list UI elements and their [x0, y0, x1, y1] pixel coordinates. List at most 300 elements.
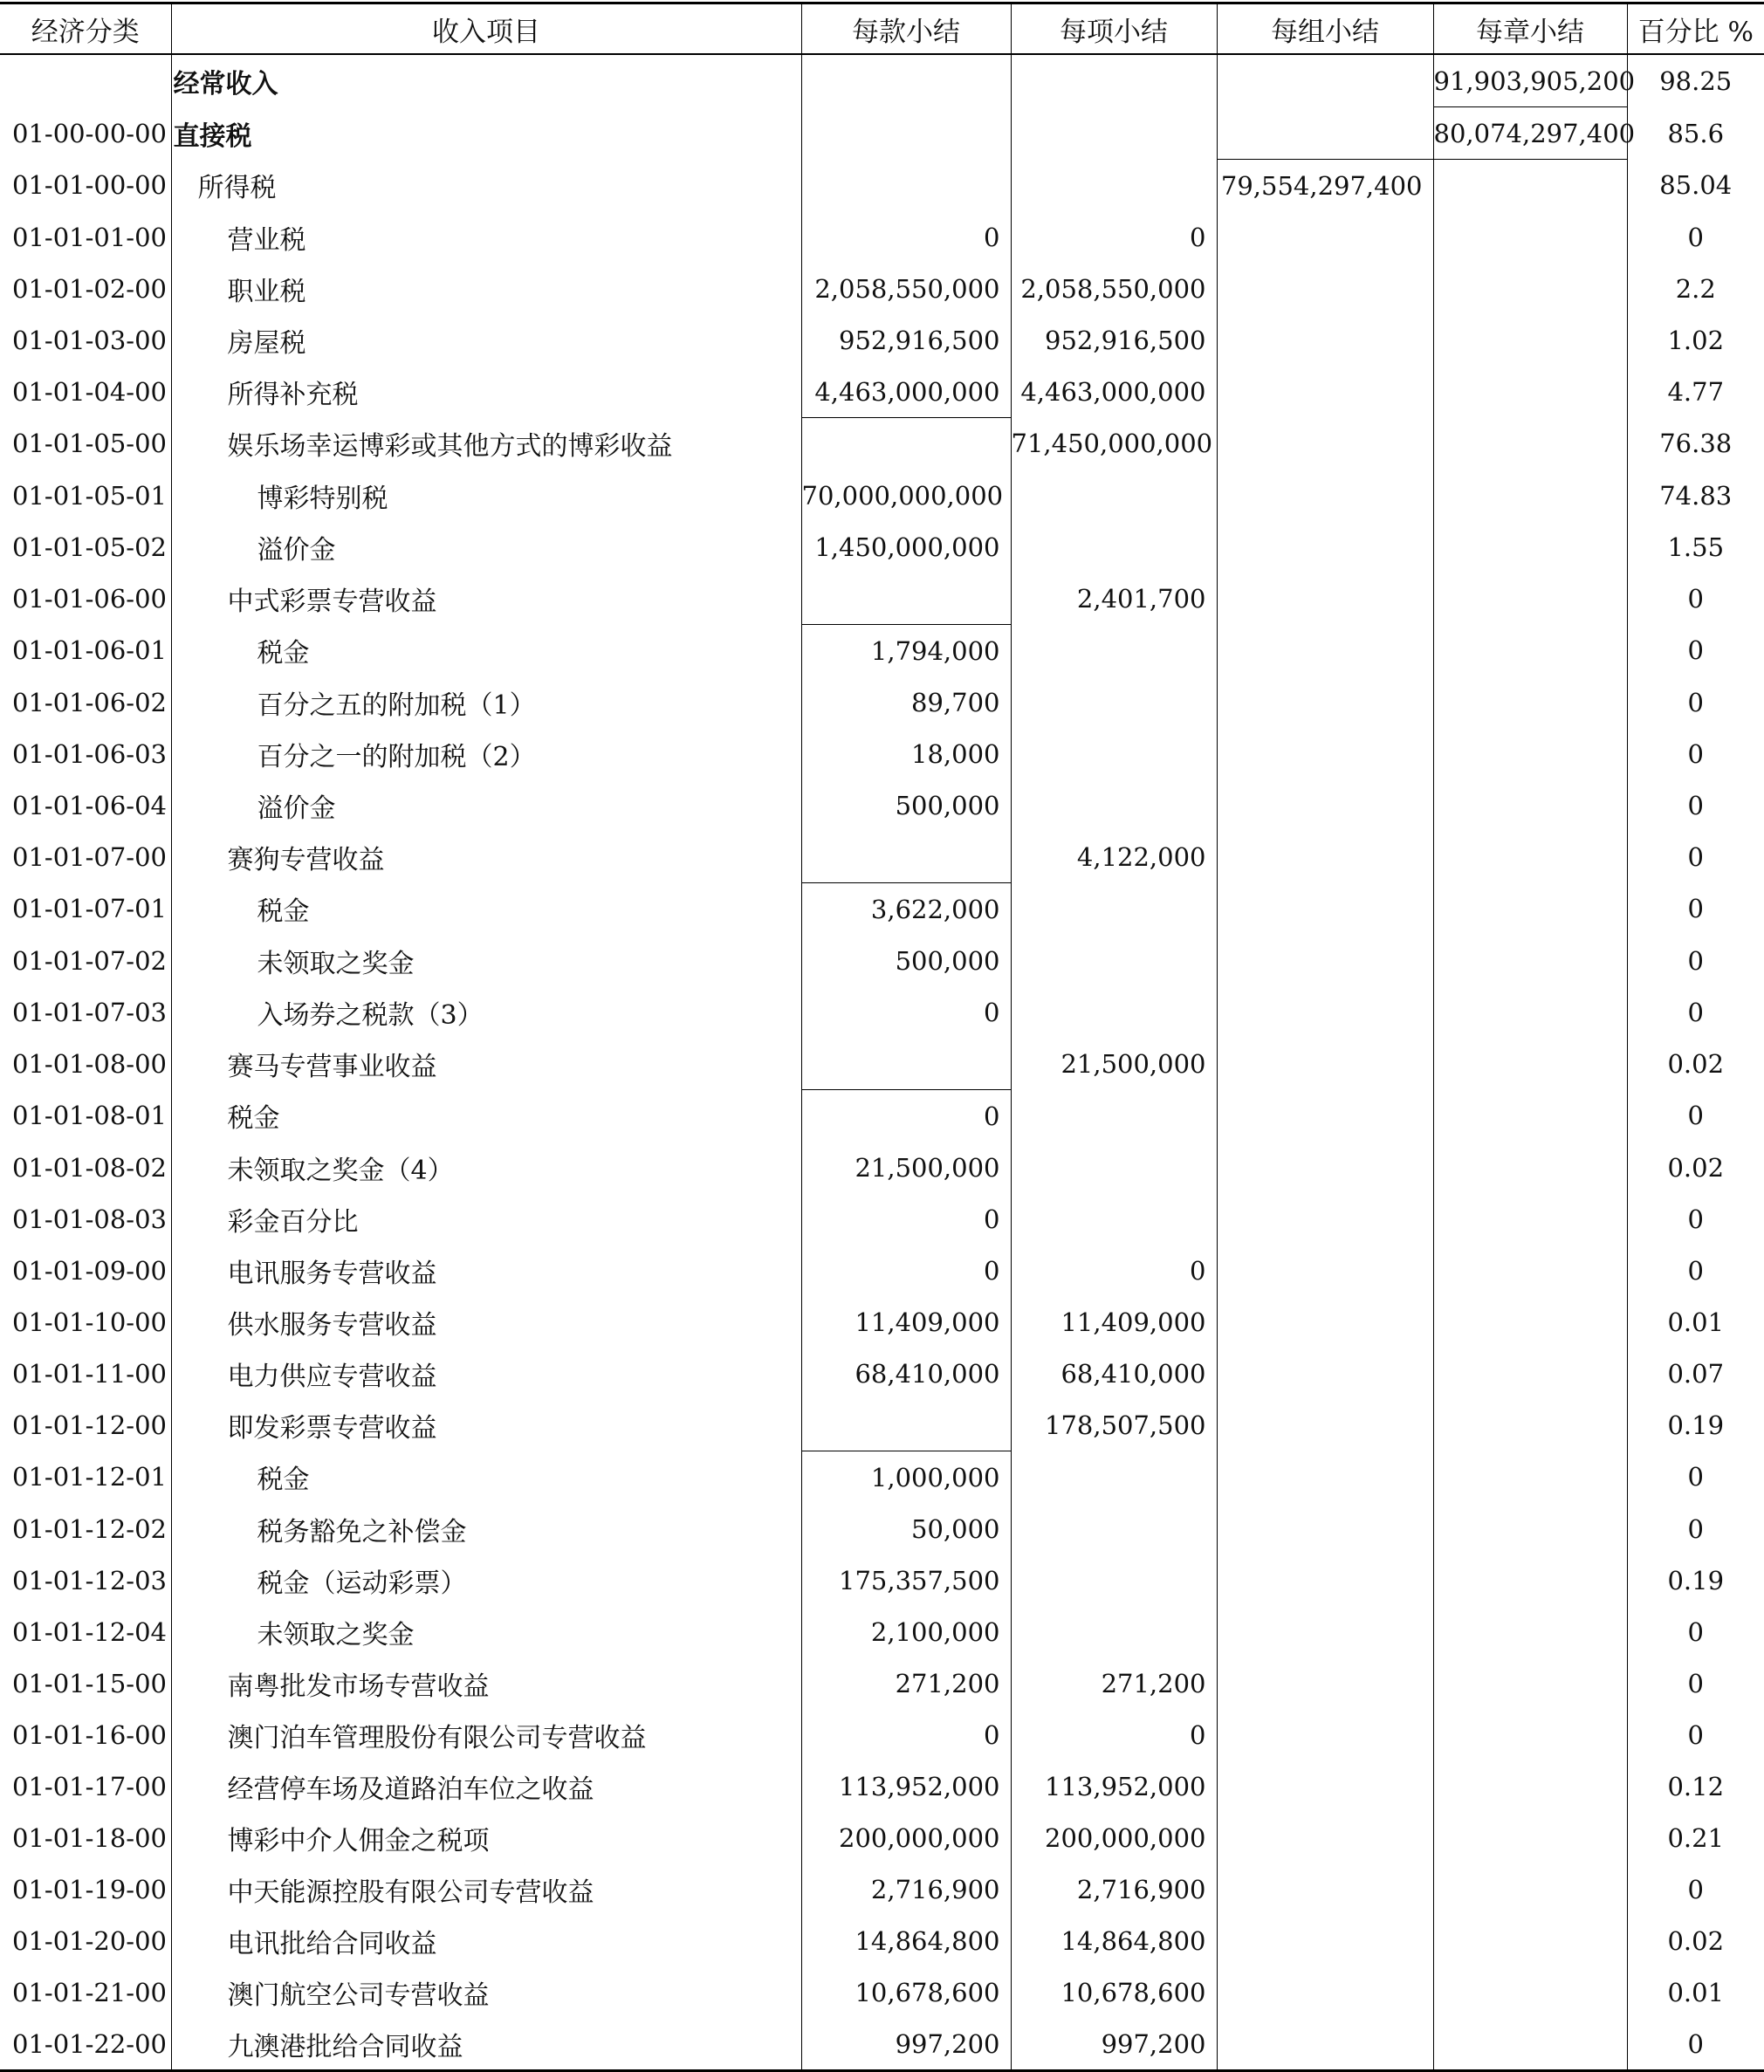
cell-group-subtotal [1217, 1606, 1433, 1657]
cell-item-name: 未领取之奖金（4） [171, 1142, 801, 1193]
cell-chapter-subtotal [1433, 1812, 1627, 1863]
cell-percentage: 0 [1627, 1451, 1764, 1504]
cell-percentage: 1.55 [1627, 521, 1764, 573]
cell-chapter-subtotal [1433, 1554, 1627, 1606]
cell-code: 01-01-03-00 [0, 314, 171, 366]
cell-percentage: 0.02 [1627, 1915, 1764, 1966]
cell-chapter-subtotal [1433, 935, 1627, 986]
cell-chapter-subtotal [1433, 1090, 1627, 1142]
table-body [0, 54, 1764, 2071]
cell-percentage: 0 [1627, 1193, 1764, 1245]
cell-group-subtotal [1217, 1709, 1433, 1760]
cell-chapter-subtotal [1433, 1451, 1627, 1504]
cell-item-name: 电讯批给合同收益 [171, 1915, 801, 1966]
table-row [0, 1657, 1764, 1709]
cell-item-subtotal: 0 [801, 211, 1011, 263]
cell-sub-subtotal [1011, 470, 1217, 521]
cell-item-name: 经营停车场及道路泊车位之收益 [171, 1760, 801, 1812]
cell-group-subtotal [1217, 418, 1433, 470]
cell-sub-subtotal [1011, 160, 1217, 212]
table-row [0, 1812, 1764, 1863]
cell-chapter-subtotal: 80,074,297,400 [1433, 107, 1627, 160]
cell-sub-subtotal: 2,716,900 [1011, 1863, 1217, 1915]
cell-sub-subtotal: 71,450,000,000 [1011, 418, 1217, 470]
cell-code: 01-01-05-01 [0, 470, 171, 521]
cell-chapter-subtotal [1433, 883, 1627, 936]
cell-percentage: 0.07 [1627, 1348, 1764, 1399]
cell-group-subtotal [1217, 107, 1433, 160]
table-row [0, 418, 1764, 470]
cell-code: 01-01-12-00 [0, 1399, 171, 1451]
cell-group-subtotal [1217, 1760, 1433, 1812]
cell-group-subtotal [1217, 779, 1433, 831]
table-row [0, 2018, 1764, 2071]
cell-group-subtotal [1217, 263, 1433, 314]
cell-group-subtotal [1217, 521, 1433, 573]
cell-code: 01-01-06-02 [0, 676, 171, 728]
cell-chapter-subtotal [1433, 728, 1627, 779]
cell-item-name: 营业税 [171, 211, 801, 263]
cell-code: 01-00-00-00 [0, 107, 171, 160]
cell-item-name: 九澳港批给合同收益 [171, 2018, 801, 2071]
cell-percentage: 2.2 [1627, 263, 1764, 314]
cell-item-name: 澳门航空公司专营收益 [171, 1966, 801, 2018]
cell-percentage: 1.02 [1627, 314, 1764, 366]
cell-item-subtotal: 10,678,600 [801, 1966, 1011, 2018]
cell-item-subtotal [801, 831, 1011, 883]
cell-chapter-subtotal [1433, 1503, 1627, 1554]
cell-sub-subtotal [1011, 935, 1217, 986]
cell-sub-subtotal: 0 [1011, 1709, 1217, 1760]
cell-group-subtotal [1217, 54, 1433, 107]
cell-code: 01-01-12-03 [0, 1554, 171, 1606]
cell-code: 01-01-05-02 [0, 521, 171, 573]
cell-item-subtotal: 0 [801, 1090, 1011, 1142]
cell-percentage: 0.02 [1627, 1142, 1764, 1193]
cell-code: 01-01-08-03 [0, 1193, 171, 1245]
cell-chapter-subtotal [1433, 314, 1627, 366]
cell-sub-subtotal: 0 [1011, 1245, 1217, 1296]
cell-chapter-subtotal [1433, 160, 1627, 212]
cell-item-name: 税金 [171, 1090, 801, 1142]
cell-chapter-subtotal [1433, 521, 1627, 573]
cell-group-subtotal [1217, 1503, 1433, 1554]
cell-group-subtotal [1217, 986, 1433, 1038]
table-row [0, 1038, 1764, 1090]
cell-chapter-subtotal [1433, 1142, 1627, 1193]
cell-group-subtotal [1217, 1863, 1433, 1915]
cell-group-subtotal [1217, 211, 1433, 263]
cell-chapter-subtotal [1433, 573, 1627, 625]
cell-code: 01-01-11-00 [0, 1348, 171, 1399]
cell-percentage: 85.6 [1627, 107, 1764, 160]
cell-item-name: 博彩中介人佣金之税项 [171, 1812, 801, 1863]
header-percentage: 百分比 % [1627, 3, 1764, 55]
cell-code: 01-01-06-00 [0, 573, 171, 625]
cell-item-name: 税务豁免之补偿金 [171, 1503, 801, 1554]
cell-percentage: 0 [1627, 1503, 1764, 1554]
cell-group-subtotal [1217, 573, 1433, 625]
cell-item-subtotal: 500,000 [801, 779, 1011, 831]
table-row [0, 366, 1764, 418]
cell-item-subtotal: 271,200 [801, 1657, 1011, 1709]
cell-sub-subtotal [1011, 1193, 1217, 1245]
cell-group-subtotal [1217, 366, 1433, 418]
cell-sub-subtotal [1011, 521, 1217, 573]
cell-item-name: 澳门泊车管理股份有限公司专营收益 [171, 1709, 801, 1760]
cell-percentage: 0 [1627, 1863, 1764, 1915]
cell-percentage: 0 [1627, 1090, 1764, 1142]
cell-group-subtotal [1217, 1348, 1433, 1399]
table-row [0, 1451, 1764, 1504]
cell-item-subtotal [801, 107, 1011, 160]
cell-sub-subtotal: 2,401,700 [1011, 573, 1217, 625]
cell-item-name: 税金 [171, 1451, 801, 1504]
cell-code: 01-01-07-02 [0, 935, 171, 986]
cell-code: 01-01-07-03 [0, 986, 171, 1038]
cell-item-subtotal: 0 [801, 986, 1011, 1038]
cell-item-subtotal: 18,000 [801, 728, 1011, 779]
cell-code: 01-01-12-04 [0, 1606, 171, 1657]
cell-chapter-subtotal [1433, 1348, 1627, 1399]
cell-percentage: 0 [1627, 883, 1764, 936]
cell-group-subtotal [1217, 831, 1433, 883]
cell-chapter-subtotal [1433, 1296, 1627, 1348]
table-row [0, 779, 1764, 831]
cell-percentage: 0.12 [1627, 1760, 1764, 1812]
cell-item-name: 溢价金 [171, 521, 801, 573]
cell-percentage: 4.77 [1627, 366, 1764, 418]
cell-item-subtotal: 0 [801, 1709, 1011, 1760]
cell-code: 01-01-02-00 [0, 263, 171, 314]
cell-item-subtotal: 70,000,000,000 [801, 470, 1011, 521]
cell-group-subtotal [1217, 1451, 1433, 1504]
cell-code: 01-01-16-00 [0, 1709, 171, 1760]
cell-chapter-subtotal [1433, 1193, 1627, 1245]
cell-code: 01-01-07-01 [0, 883, 171, 936]
cell-code: 01-01-08-00 [0, 1038, 171, 1090]
cell-group-subtotal [1217, 676, 1433, 728]
cell-chapter-subtotal [1433, 1966, 1627, 2018]
cell-item-subtotal: 952,916,500 [801, 314, 1011, 366]
cell-sub-subtotal [1011, 676, 1217, 728]
cell-group-subtotal [1217, 1554, 1433, 1606]
cell-code: 01-01-15-00 [0, 1657, 171, 1709]
cell-sub-subtotal: 21,500,000 [1011, 1038, 1217, 1090]
cell-percentage: 0 [1627, 831, 1764, 883]
cell-sub-subtotal [1011, 1142, 1217, 1193]
cell-chapter-subtotal [1433, 1245, 1627, 1296]
header-revenue-item: 收入项目 [171, 3, 801, 55]
cell-chapter-subtotal [1433, 2018, 1627, 2071]
cell-item-name: 中天能源控股有限公司专营收益 [171, 1863, 801, 1915]
cell-item-subtotal: 89,700 [801, 676, 1011, 728]
cell-chapter-subtotal [1433, 263, 1627, 314]
table-row [0, 831, 1764, 883]
table-row [0, 1245, 1764, 1296]
cell-percentage: 0.02 [1627, 1038, 1764, 1090]
cell-item-subtotal: 0 [801, 1245, 1011, 1296]
cell-sub-subtotal: 4,463,000,000 [1011, 366, 1217, 418]
cell-sub-subtotal: 178,507,500 [1011, 1399, 1217, 1451]
cell-group-subtotal [1217, 314, 1433, 366]
cell-code: 01-01-08-02 [0, 1142, 171, 1193]
cell-sub-subtotal [1011, 986, 1217, 1038]
table-row [0, 1966, 1764, 2018]
cell-item-name: 税金（运动彩票） [171, 1554, 801, 1606]
cell-percentage: 0.21 [1627, 1812, 1764, 1863]
cell-percentage: 0 [1627, 2018, 1764, 2071]
cell-chapter-subtotal [1433, 211, 1627, 263]
cell-item-subtotal: 2,058,550,000 [801, 263, 1011, 314]
cell-item-subtotal: 21,500,000 [801, 1142, 1011, 1193]
cell-group-subtotal [1217, 728, 1433, 779]
cell-chapter-subtotal [1433, 1399, 1627, 1451]
cell-item-name: 电讯服务专营收益 [171, 1245, 801, 1296]
table-row [0, 1709, 1764, 1760]
cell-sub-subtotal [1011, 625, 1217, 677]
cell-sub-subtotal: 0 [1011, 211, 1217, 263]
table-row [0, 1915, 1764, 1966]
cell-item-subtotal [801, 54, 1011, 107]
cell-item-name: 娱乐场幸运博彩或其他方式的博彩收益 [171, 418, 801, 470]
cell-sub-subtotal: 113,952,000 [1011, 1760, 1217, 1812]
table-row [0, 314, 1764, 366]
cell-item-name: 彩金百分比 [171, 1193, 801, 1245]
cell-sub-subtotal [1011, 1606, 1217, 1657]
table-row [0, 1142, 1764, 1193]
cell-percentage: 98.25 [1627, 54, 1764, 107]
cell-group-subtotal [1217, 1812, 1433, 1863]
cell-code: 01-01-06-03 [0, 728, 171, 779]
cell-item-name: 直接税 [171, 107, 801, 160]
cell-item-name: 百分之一的附加税（2） [171, 728, 801, 779]
cell-sub-subtotal: 2,058,550,000 [1011, 263, 1217, 314]
cell-item-subtotal: 2,100,000 [801, 1606, 1011, 1657]
cell-chapter-subtotal [1433, 1863, 1627, 1915]
cell-item-subtotal: 11,409,000 [801, 1296, 1011, 1348]
table-row [0, 1760, 1764, 1812]
cell-sub-subtotal [1011, 54, 1217, 107]
table-row [0, 1348, 1764, 1399]
table-row [0, 676, 1764, 728]
cell-chapter-subtotal [1433, 1915, 1627, 1966]
revenue-table [0, 2, 1764, 2072]
table-row [0, 1193, 1764, 1245]
cell-item-subtotal: 50,000 [801, 1503, 1011, 1554]
cell-item-name: 博彩特别税 [171, 470, 801, 521]
cell-item-name: 中式彩票专营收益 [171, 573, 801, 625]
header-item-subtotal: 每款小结 [801, 3, 1011, 55]
table-row [0, 883, 1764, 936]
table-row [0, 625, 1764, 677]
cell-item-name: 溢价金 [171, 779, 801, 831]
cell-chapter-subtotal [1433, 831, 1627, 883]
cell-percentage: 0.01 [1627, 1296, 1764, 1348]
cell-item-subtotal [801, 1399, 1011, 1451]
cell-sub-subtotal: 68,410,000 [1011, 1348, 1217, 1399]
cell-code: 01-01-06-01 [0, 625, 171, 677]
table-row [0, 1554, 1764, 1606]
cell-percentage: 0.19 [1627, 1399, 1764, 1451]
cell-item-name: 供水服务专营收益 [171, 1296, 801, 1348]
cell-item-subtotal: 4,463,000,000 [801, 366, 1011, 418]
table-row [0, 1399, 1764, 1451]
cell-percentage: 0 [1627, 573, 1764, 625]
header-row [0, 3, 1764, 55]
cell-item-name: 百分之五的附加税（1） [171, 676, 801, 728]
table-row [0, 470, 1764, 521]
cell-group-subtotal [1217, 1142, 1433, 1193]
cell-item-subtotal: 500,000 [801, 935, 1011, 986]
cell-chapter-subtotal [1433, 470, 1627, 521]
cell-code: 01-01-04-00 [0, 366, 171, 418]
cell-code: 01-01-21-00 [0, 1966, 171, 2018]
cell-chapter-subtotal [1433, 1760, 1627, 1812]
cell-item-subtotal [801, 160, 1011, 212]
cell-sub-subtotal: 10,678,600 [1011, 1966, 1217, 2018]
table-row [0, 211, 1764, 263]
cell-item-subtotal: 14,864,800 [801, 1915, 1011, 1966]
cell-item-subtotal: 200,000,000 [801, 1812, 1011, 1863]
cell-percentage: 0 [1627, 1709, 1764, 1760]
cell-item-name: 即发彩票专营收益 [171, 1399, 801, 1451]
table-row [0, 1296, 1764, 1348]
cell-chapter-subtotal [1433, 1606, 1627, 1657]
cell-chapter-subtotal [1433, 625, 1627, 677]
cell-code: 01-01-12-01 [0, 1451, 171, 1504]
table-row [0, 1863, 1764, 1915]
cell-sub-subtotal [1011, 1090, 1217, 1142]
cell-code: 01-01-20-00 [0, 1915, 171, 1966]
table-row [0, 1606, 1764, 1657]
cell-code: 01-01-07-00 [0, 831, 171, 883]
cell-item-name: 所得补充税 [171, 366, 801, 418]
cell-group-subtotal [1217, 1038, 1433, 1090]
cell-item-subtotal: 1,000,000 [801, 1451, 1011, 1504]
cell-item-subtotal: 1,794,000 [801, 625, 1011, 677]
cell-group-subtotal [1217, 1966, 1433, 2018]
cell-code: 01-01-08-01 [0, 1090, 171, 1142]
cell-sub-subtotal [1011, 107, 1217, 160]
cell-item-name: 南粤批发市场专营收益 [171, 1657, 801, 1709]
cell-code: 01-01-01-00 [0, 211, 171, 263]
cell-item-name: 职业税 [171, 263, 801, 314]
cell-code: 01-01-22-00 [0, 2018, 171, 2071]
cell-percentage: 0.19 [1627, 1554, 1764, 1606]
header-economic-class: 经济分类 [0, 3, 171, 55]
cell-percentage: 0 [1627, 728, 1764, 779]
table-row [0, 521, 1764, 573]
cell-group-subtotal [1217, 1399, 1433, 1451]
cell-sub-subtotal [1011, 779, 1217, 831]
cell-group-subtotal [1217, 2018, 1433, 2071]
cell-item-name: 经常收入 [171, 54, 801, 107]
cell-percentage: 74.83 [1627, 470, 1764, 521]
cell-item-name: 赛马专营事业收益 [171, 1038, 801, 1090]
cell-group-subtotal [1217, 1245, 1433, 1296]
cell-code: 01-01-17-00 [0, 1760, 171, 1812]
cell-percentage: 85.04 [1627, 160, 1764, 212]
cell-group-subtotal [1217, 1915, 1433, 1966]
cell-sub-subtotal [1011, 883, 1217, 936]
header-sub-subtotal: 每项小结 [1011, 3, 1217, 55]
cell-sub-subtotal: 4,122,000 [1011, 831, 1217, 883]
cell-sub-subtotal: 952,916,500 [1011, 314, 1217, 366]
cell-group-subtotal [1217, 935, 1433, 986]
cell-item-subtotal: 113,952,000 [801, 1760, 1011, 1812]
cell-chapter-subtotal [1433, 676, 1627, 728]
cell-sub-subtotal: 200,000,000 [1011, 1812, 1217, 1863]
cell-item-name: 赛狗专营收益 [171, 831, 801, 883]
cell-item-name: 税金 [171, 883, 801, 936]
cell-sub-subtotal: 271,200 [1011, 1657, 1217, 1709]
cell-percentage: 0 [1627, 779, 1764, 831]
table-row [0, 160, 1764, 212]
cell-sub-subtotal [1011, 1451, 1217, 1504]
cell-item-name: 房屋税 [171, 314, 801, 366]
table-row [0, 107, 1764, 160]
cell-item-subtotal: 3,622,000 [801, 883, 1011, 936]
cell-item-subtotal [801, 573, 1011, 625]
cell-chapter-subtotal: 91,903,905,200 [1433, 54, 1627, 107]
cell-item-subtotal [801, 418, 1011, 470]
header-chapter-subtotal: 每章小结 [1433, 3, 1627, 55]
cell-code [0, 54, 171, 107]
cell-group-subtotal [1217, 1193, 1433, 1245]
table-row [0, 54, 1764, 107]
cell-code: 01-01-10-00 [0, 1296, 171, 1348]
table-row [0, 1503, 1764, 1554]
cell-item-name: 税金 [171, 625, 801, 677]
cell-chapter-subtotal [1433, 366, 1627, 418]
cell-chapter-subtotal [1433, 1709, 1627, 1760]
cell-group-subtotal [1217, 1090, 1433, 1142]
cell-chapter-subtotal [1433, 1657, 1627, 1709]
cell-group-subtotal [1217, 883, 1433, 936]
cell-percentage: 0 [1627, 676, 1764, 728]
cell-sub-subtotal [1011, 728, 1217, 779]
cell-item-name: 未领取之奖金 [171, 1606, 801, 1657]
cell-code: 01-01-12-02 [0, 1503, 171, 1554]
cell-item-subtotal [801, 1038, 1011, 1090]
cell-sub-subtotal: 997,200 [1011, 2018, 1217, 2071]
cell-code: 01-01-09-00 [0, 1245, 171, 1296]
cell-percentage: 76.38 [1627, 418, 1764, 470]
cell-chapter-subtotal [1433, 1038, 1627, 1090]
cell-group-subtotal [1217, 1657, 1433, 1709]
cell-sub-subtotal [1011, 1503, 1217, 1554]
cell-item-subtotal: 2,716,900 [801, 1863, 1011, 1915]
cell-code: 01-01-05-00 [0, 418, 171, 470]
table-row [0, 263, 1764, 314]
cell-item-name: 入场券之税款（3） [171, 986, 801, 1038]
cell-item-subtotal: 68,410,000 [801, 1348, 1011, 1399]
cell-code: 01-01-19-00 [0, 1863, 171, 1915]
cell-percentage: 0 [1627, 211, 1764, 263]
table-row [0, 573, 1764, 625]
cell-code: 01-01-18-00 [0, 1812, 171, 1863]
cell-sub-subtotal [1011, 1554, 1217, 1606]
cell-percentage: 0 [1627, 1245, 1764, 1296]
cell-sub-subtotal: 11,409,000 [1011, 1296, 1217, 1348]
cell-percentage: 0.01 [1627, 1966, 1764, 2018]
cell-item-subtotal: 0 [801, 1193, 1011, 1245]
cell-item-subtotal: 997,200 [801, 2018, 1011, 2071]
cell-percentage: 0 [1627, 625, 1764, 677]
cell-item-subtotal: 1,450,000,000 [801, 521, 1011, 573]
header-group-subtotal: 每组小结 [1217, 3, 1433, 55]
